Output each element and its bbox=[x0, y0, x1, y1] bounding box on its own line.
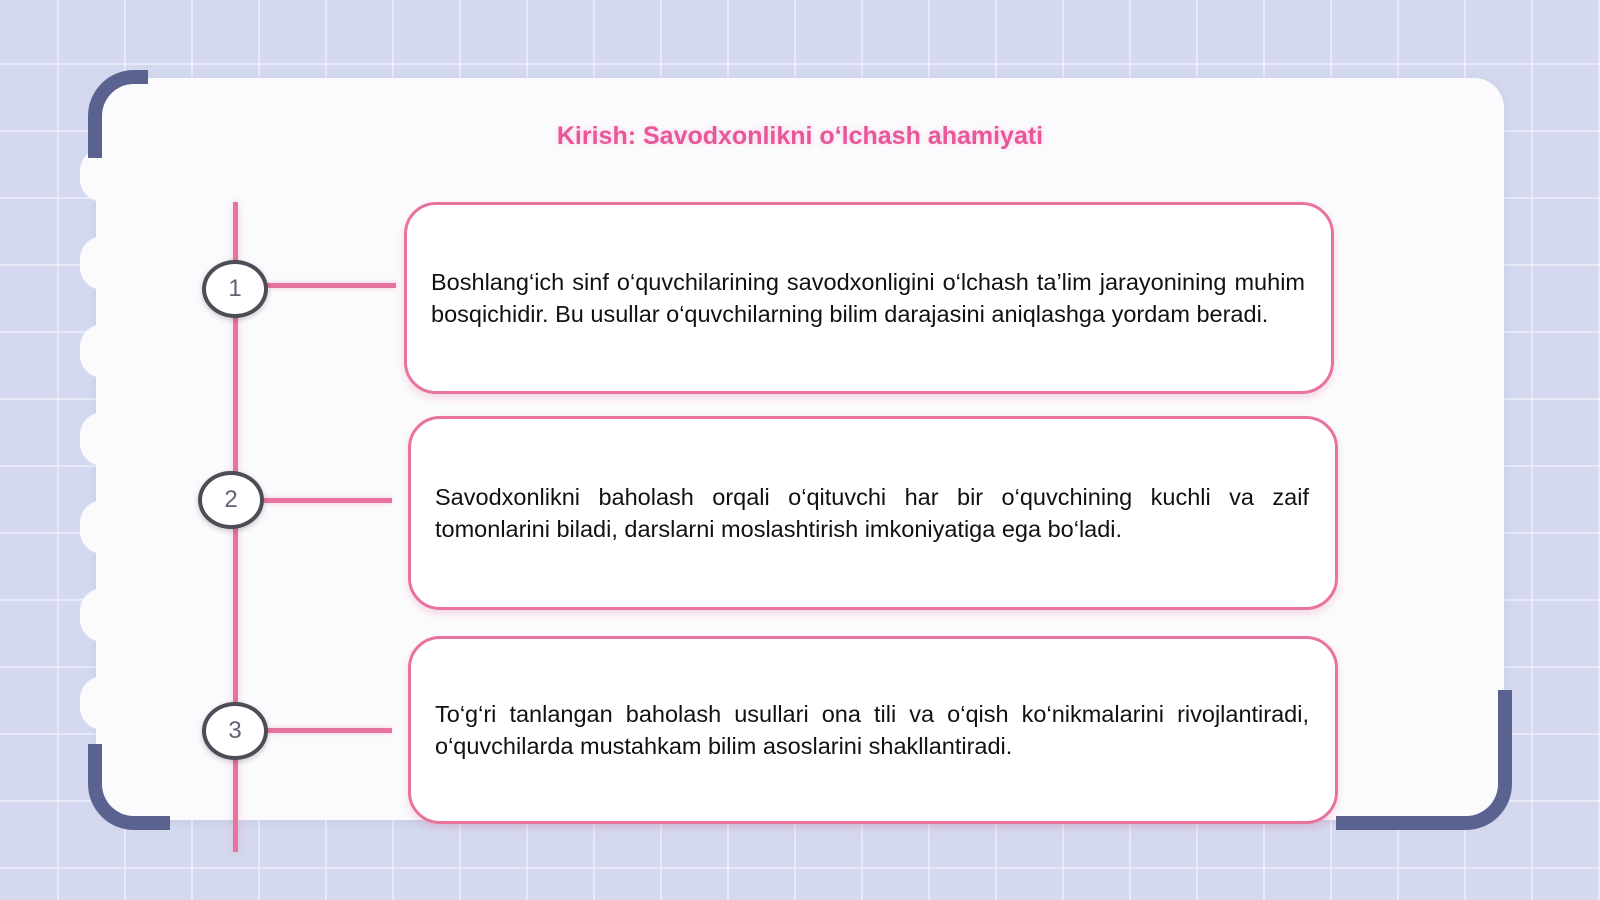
step-marker-1: 1 bbox=[202, 260, 268, 318]
notebook-tab bbox=[80, 500, 126, 554]
step-marker-2: 2 bbox=[198, 471, 264, 529]
content-text-1: Boshlang‘ich sinf o‘quvchilarining savodxonligini o‘lchash ta’lim jarayonining muhim bosqichidir. Bu usullar o‘quvchilarning bilim darajasini aniqlashga yordam beradi. bbox=[431, 269, 1305, 327]
content-box-1 bbox=[404, 202, 1334, 394]
notebook-tab bbox=[80, 588, 126, 642]
notebook-tab bbox=[80, 324, 126, 378]
notebook-tab bbox=[80, 412, 126, 466]
slide-title: Kirish: Savodxonlikni o‘lchash ahamiyati bbox=[556, 122, 1044, 150]
timeline-connector-2 bbox=[262, 498, 392, 503]
content-text-3: To‘g‘ri tanlangan baholash usullari ona tili va o‘qish ko‘nikmalarini rivojlantiradi, o‘quvchilarda mustahkam bilim asoslarini shakllantiradi. bbox=[435, 701, 1309, 759]
content-text-2: Savodxonlikni baholash orqali o‘qituvchi har bir o‘quvchining kuchli va zaif tomonlarini biladi, darslarni moslashtirish imkoniyatiga ega bo‘ladi. bbox=[435, 484, 1309, 542]
timeline-connector-1 bbox=[266, 283, 396, 288]
content-box-3 bbox=[408, 636, 1338, 824]
content-box-2 bbox=[408, 416, 1338, 610]
timeline-connector-3 bbox=[266, 728, 392, 733]
corner-bracket-bottom-right bbox=[1336, 690, 1512, 830]
notebook-tab bbox=[80, 236, 126, 290]
step-marker-3: 3 bbox=[202, 702, 268, 760]
notebook-tab bbox=[80, 676, 126, 730]
corner-bracket-bottom-left bbox=[88, 744, 170, 830]
